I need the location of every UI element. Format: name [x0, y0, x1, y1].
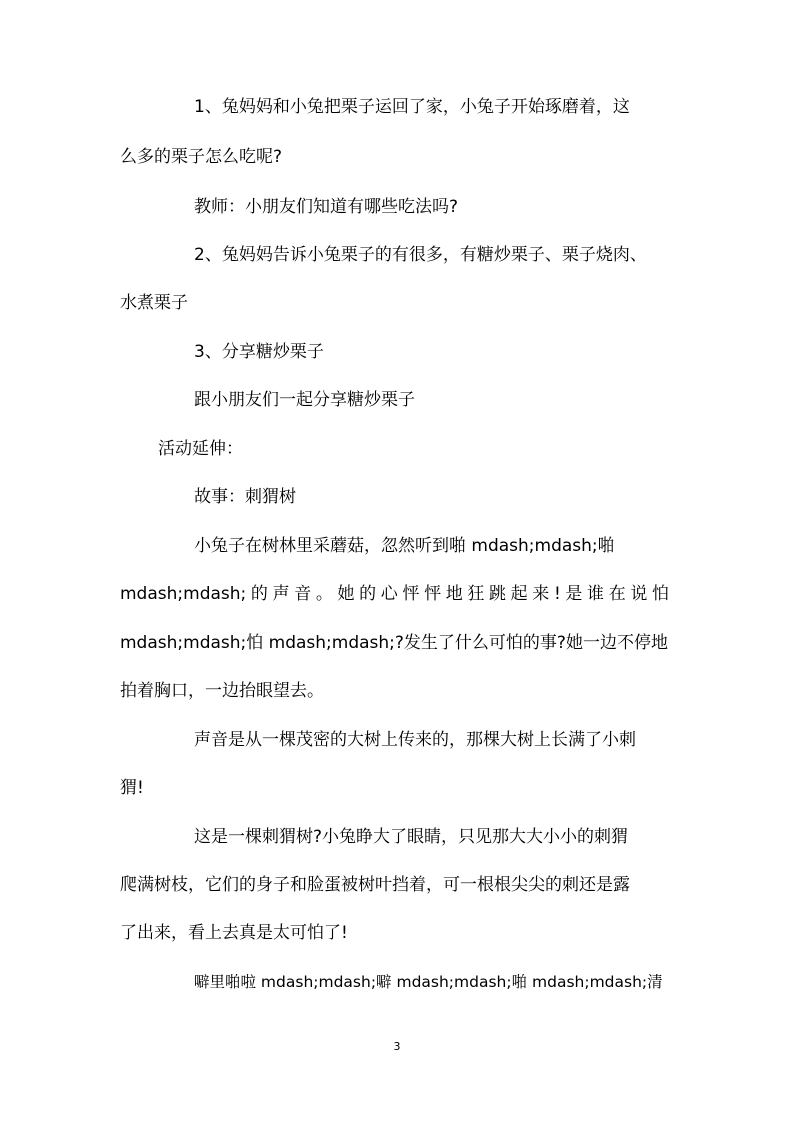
- text-line: 么多的栗子怎么吃呢?: [120, 147, 283, 167]
- text-line: 这是一棵刺猬树?小兔睁大了眼睛，只见那大大小小的刺猬: [194, 827, 629, 847]
- text-line: 噼里啪啦 mdash;mdash;噼 mdash;mdash;啪 mdash;mdash;清: [194, 973, 663, 991]
- page-number: 3: [393, 1040, 401, 1053]
- text-line: 了出来，看上去真是太可怕了!: [120, 923, 348, 943]
- text-line: mdash;mdash;的声音。她的心怦怦地狂跳起来!是谁在说怕: [120, 584, 669, 604]
- section-heading: 活动延伸：: [158, 439, 243, 459]
- text-line: 2、兔妈妈告诉小兔栗子的有很多，有糖炒栗子、栗子烧肉、: [194, 245, 647, 265]
- text-line: 猬!: [120, 778, 144, 798]
- text-line: 3、分享糖炒栗子: [194, 342, 324, 362]
- text-line: 拍着胸口，一边抬眼望去。: [120, 681, 324, 701]
- text-line: mdash;mdash;怕 mdash;mdash;?发生了什么可怕的事?她一边不停地: [120, 633, 668, 653]
- text-line: 爬满树枝，它们的身子和脸蛋被树叶挡着，可一根根尖尖的刺还是露: [120, 875, 630, 895]
- story-title: 故事：刺猬树: [194, 487, 296, 507]
- text-line: 跟小朋友们一起分享糖炒栗子: [194, 390, 415, 410]
- text-line: 小兔子在树林里采蘑菇，忽然听到啪 mdash;mdash;啪: [194, 536, 615, 556]
- text-line: 1、兔妈妈和小兔把栗子运回了家，小兔子开始琢磨着，这: [194, 97, 630, 117]
- text-line: 水煮栗子: [120, 293, 188, 313]
- text-line: 教师：小朋友们知道有哪些吃法吗?: [194, 197, 459, 217]
- text-line: 声音是从一棵茂密的大树上传来的，那棵大树上长满了小刺: [194, 730, 636, 750]
